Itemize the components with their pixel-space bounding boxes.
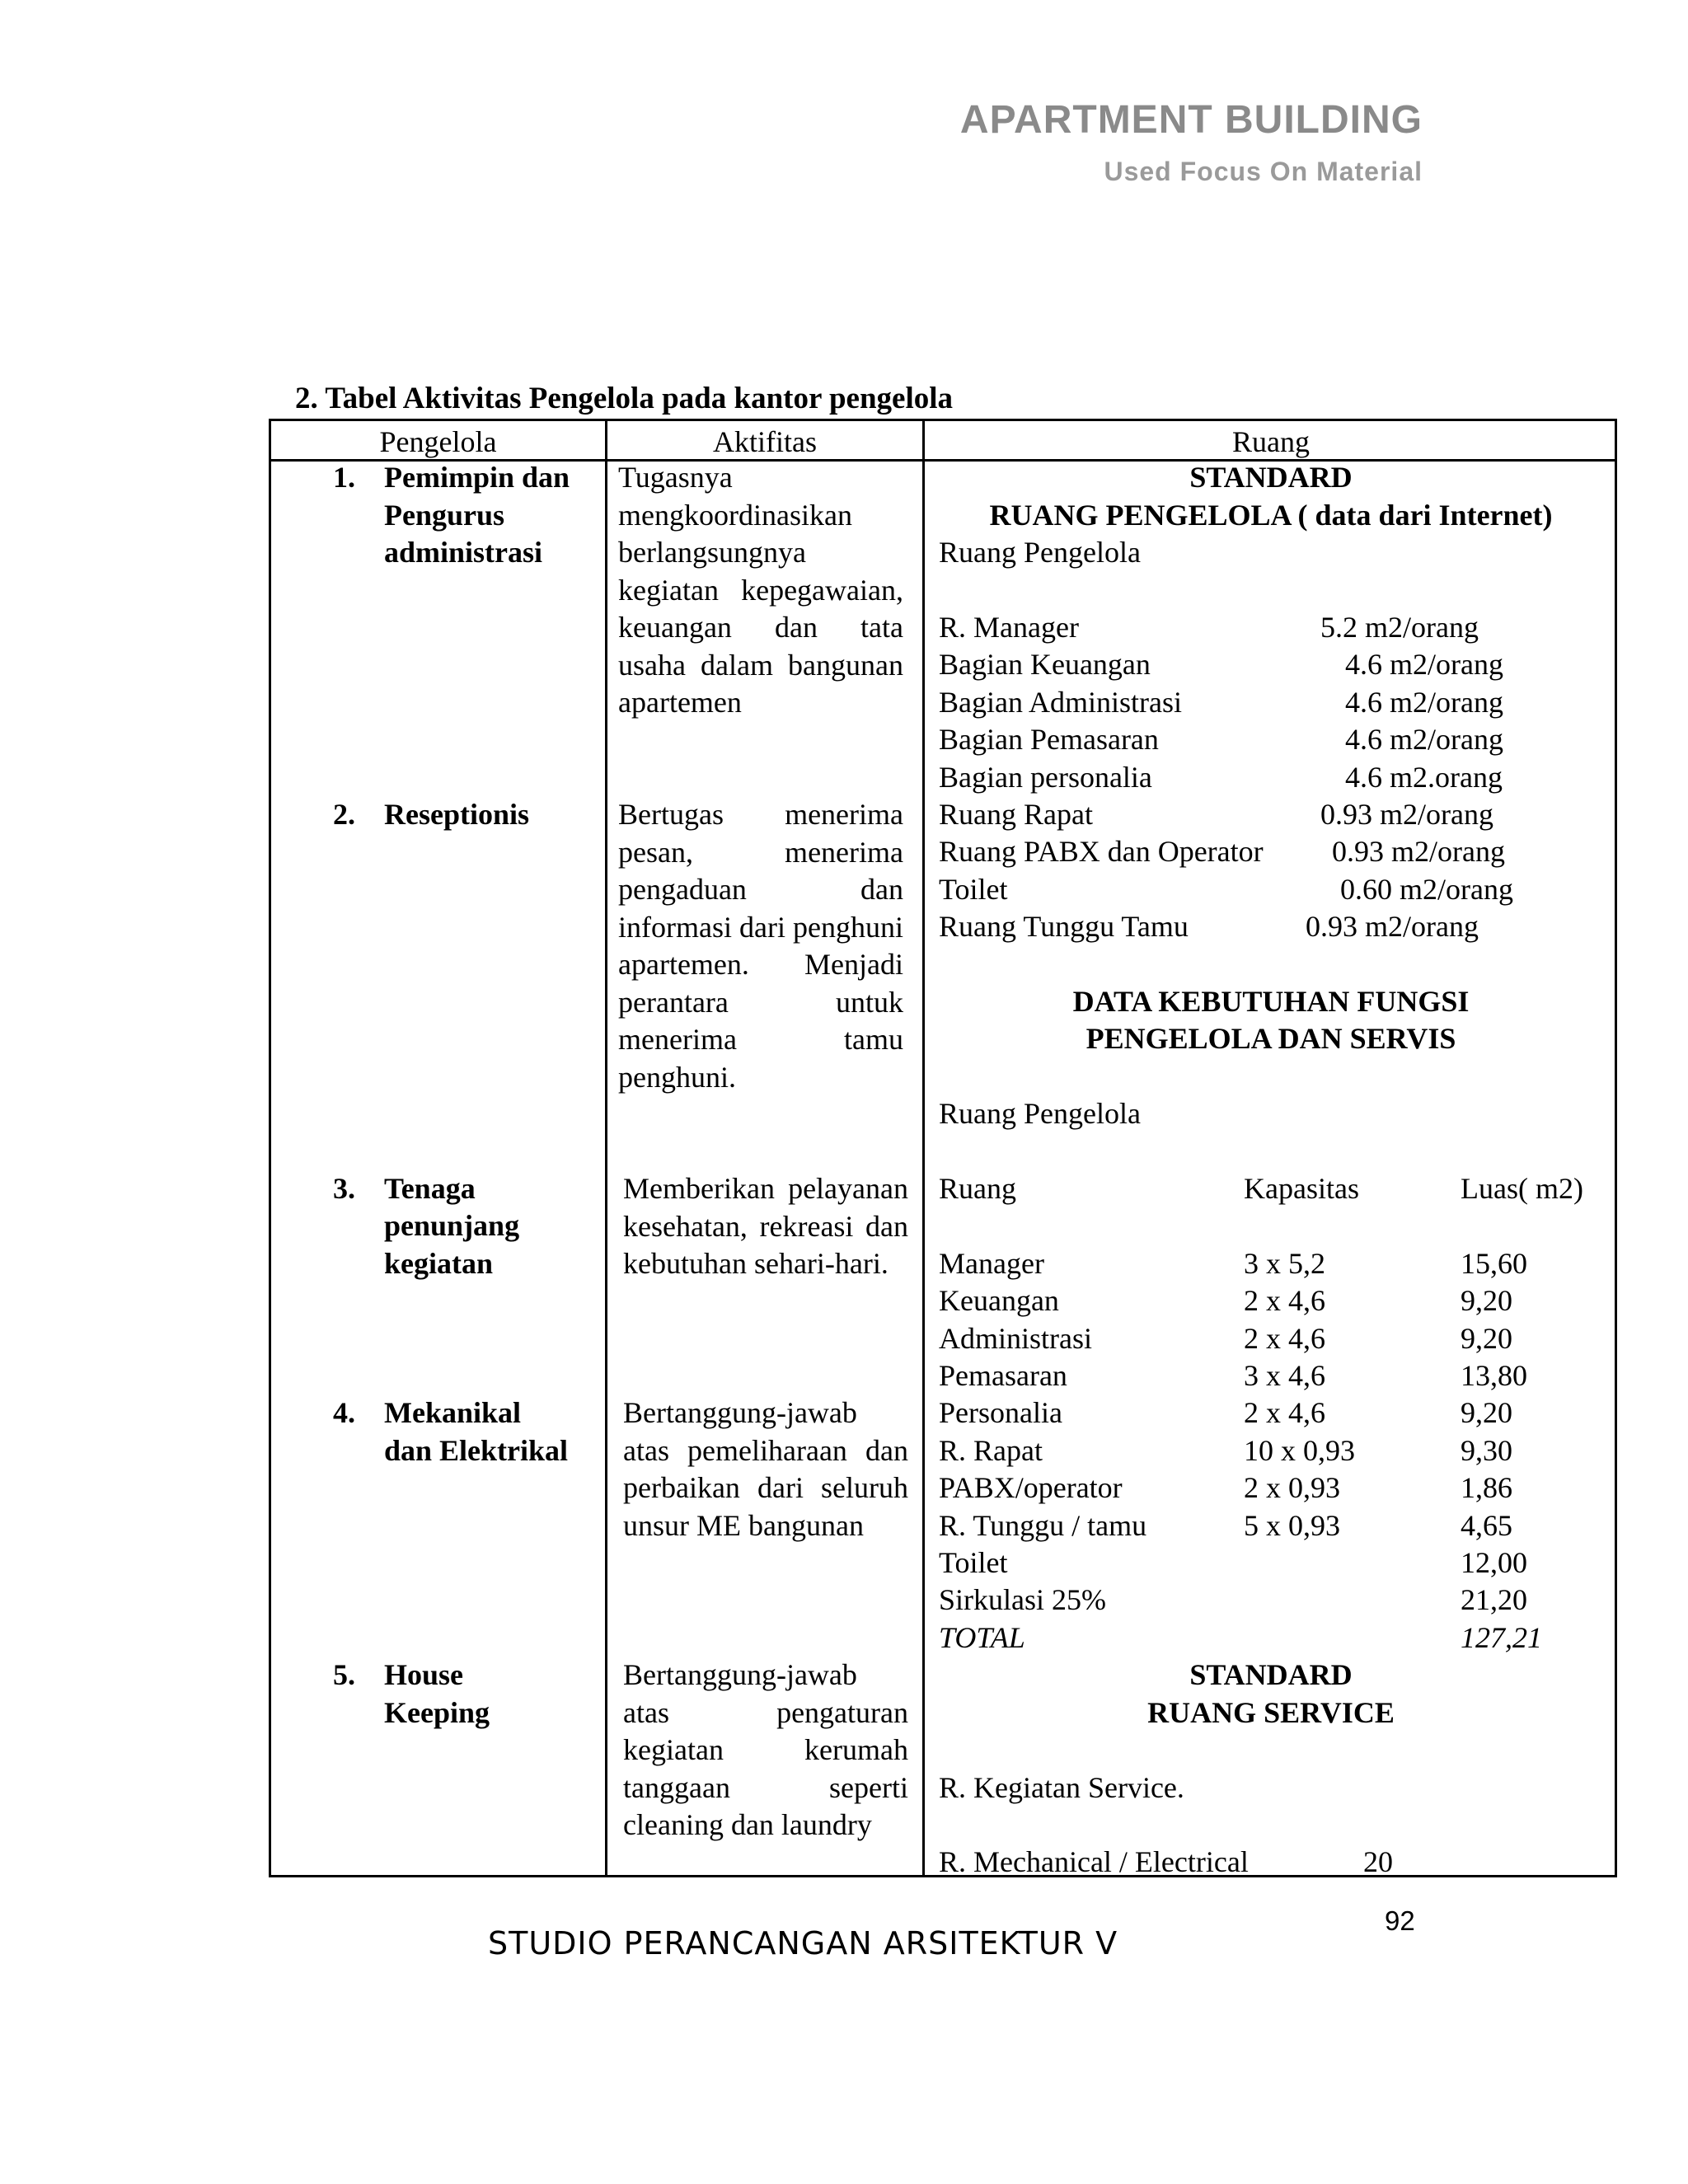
kebutuhan-luas: 9,20: [1461, 1284, 1512, 1317]
standard-value: 5.2 m2/orang: [1320, 611, 1479, 644]
standard-name: Ruang Rapat: [939, 798, 1093, 831]
total-label: TOTAL: [939, 1621, 1025, 1654]
standard-value: 0.60 m2/orang: [1340, 873, 1513, 906]
column-header-ruang: Ruang: [1232, 425, 1310, 458]
kebutuhan-ruang: R. Rapat: [939, 1434, 1043, 1467]
column-header-pengelola: Pengelola: [379, 425, 497, 458]
kebutuhan-kapasitas: 5 x 0,93: [1244, 1509, 1340, 1542]
standard-value: 0.93 m2/orang: [1306, 910, 1479, 943]
kebutuhan-ruang: Toilet: [939, 1546, 1008, 1579]
service-item-name: R. Mechanical / Electrical: [939, 1845, 1249, 1878]
column-header-aktifitas: Aktifitas: [713, 425, 817, 458]
kebutuhan-ruang: Keuangan: [939, 1284, 1059, 1317]
kebutuhan-ruang: Pemasaran: [939, 1359, 1067, 1392]
kebutuhan-ruang: Personalia: [939, 1396, 1062, 1429]
standard-value: 4.6 m2/orang: [1345, 723, 1503, 756]
column-divider: [605, 421, 607, 1875]
service-heading: STANDARD: [1189, 1658, 1353, 1691]
pengelola-name-line: Pengurus: [384, 499, 505, 532]
standard-heading: RUANG PENGELOLA ( data dari Internet): [989, 499, 1553, 532]
pengelola-name-line: kegiatan: [384, 1247, 494, 1280]
service-item-name: R. Kegiatan Service.: [939, 1771, 1184, 1804]
kebutuhan-column-header: Luas( m2): [1461, 1172, 1583, 1205]
aktifitas-text: Bertanggung-jawab atas pengaturan kegiatan kerumah tanggaan seperti cleaning dan laundry: [623, 1658, 908, 1841]
kebutuhan-luas: 4,65: [1461, 1509, 1512, 1542]
kebutuhan-luas: 21,20: [1461, 1583, 1527, 1616]
kebutuhan-luas: 9,30: [1461, 1434, 1512, 1467]
kebutuhan-ruang: R. Tunggu / tamu: [939, 1509, 1147, 1542]
kebutuhan-ruang: Sirkulasi 25%: [939, 1583, 1106, 1616]
kebutuhan-kapasitas: 3 x 5,2: [1244, 1247, 1325, 1280]
page-number: 92: [1385, 1905, 1415, 1936]
ruang-pengelola-label: Ruang Pengelola: [939, 536, 1141, 569]
pengelola-name-line: administrasi: [384, 536, 543, 569]
kebutuhan-heading: PENGELOLA DAN SERVIS: [1085, 1022, 1456, 1055]
total-value: 127,21: [1461, 1621, 1542, 1654]
aktifitas-text: Memberikan pelayanan kesehatan, rekreasi dan kebutuhan sehari-hari.: [623, 1172, 908, 1280]
kebutuhan-kapasitas: 2 x 0,93: [1244, 1471, 1340, 1504]
standard-name: Ruang Tunggu Tamu: [939, 910, 1189, 943]
standard-value: 4.6 m2/orang: [1345, 686, 1503, 719]
page-header-title: APARTMENT BUILDING: [959, 98, 1423, 142]
kebutuhan-ruang: Manager: [939, 1247, 1044, 1280]
kebutuhan-ruang: Administrasi: [939, 1322, 1092, 1355]
pengelola-name-line: Keeping: [384, 1696, 490, 1729]
kebutuhan-luas: 9,20: [1461, 1322, 1512, 1355]
pengelola-name-line: dan Elektrikal: [384, 1434, 569, 1467]
studio-footer: STUDIO PERANCANGAN ARSITEKTUR V: [488, 1925, 1118, 1961]
pengelola-number: 1.: [333, 461, 355, 494]
kebutuhan-column-header: Kapasitas: [1244, 1172, 1359, 1205]
standard-value: 4.6 m2.orang: [1345, 761, 1503, 794]
kebutuhan-luas: 9,20: [1461, 1396, 1512, 1429]
kebutuhan-ruang: PABX/operator: [939, 1471, 1123, 1504]
page-header-subtitle: Used Focus On Material: [1104, 157, 1423, 186]
kebutuhan-heading: DATA KEBUTUHAN FUNGSI: [1072, 985, 1470, 1018]
kebutuhan-kapasitas: 2 x 4,6: [1244, 1284, 1325, 1317]
standard-value: 0.93 m2/orang: [1332, 835, 1505, 868]
pengelola-name-line: Reseptionis: [384, 798, 530, 831]
pengelola-number: 5.: [333, 1658, 355, 1691]
aktifitas-text: Bertugas menerima pesan, menerima pengaduan dan informasi dari penghuni apartemen. Menjadi perantara untuk menerima tamu penghuni.: [618, 798, 903, 1094]
kebutuhan-kapasitas: 10 x 0,93: [1244, 1434, 1355, 1467]
service-heading: RUANG SERVICE: [1147, 1696, 1395, 1729]
standard-heading: STANDARD: [1189, 461, 1353, 494]
standard-name: Ruang PABX dan Operator: [939, 835, 1264, 868]
service-item-value: 20: [1363, 1845, 1393, 1878]
activity-table: [269, 419, 1617, 1877]
pengelola-number: 2.: [333, 798, 355, 831]
kebutuhan-kapasitas: 2 x 4,6: [1244, 1322, 1325, 1355]
standard-name: R. Manager: [939, 611, 1079, 644]
standard-name: Bagian Keuangan: [939, 648, 1151, 681]
kebutuhan-luas: 13,80: [1461, 1359, 1527, 1392]
pengelola-name-line: House: [384, 1658, 464, 1691]
ruang-pengelola-label: Ruang Pengelola: [939, 1097, 1141, 1130]
standard-name: Bagian Pemasaran: [939, 723, 1159, 756]
standard-name: Toilet: [939, 873, 1008, 906]
kebutuhan-luas: 12,00: [1461, 1546, 1527, 1579]
standard-value: 4.6 m2/orang: [1345, 648, 1503, 681]
aktifitas-text: Tugasnya mengkoordinasikan berlangsungnya kegiatan kepegawaian, keuangan dan tata usaha dalam bangunan apartemen: [618, 461, 903, 719]
kebutuhan-kapasitas: 3 x 4,6: [1244, 1359, 1325, 1392]
kebutuhan-kapasitas: 2 x 4,6: [1244, 1396, 1325, 1429]
aktifitas-text: Bertanggung-jawab atas pemeliharaan dan perbaikan dari seluruh unsur ME bangunan: [623, 1396, 908, 1542]
kebutuhan-luas: 1,86: [1461, 1471, 1512, 1504]
kebutuhan-column-header: Ruang: [939, 1172, 1016, 1205]
pengelola-number: 4.: [333, 1396, 355, 1429]
table-title: 2. Tabel Aktivitas Pengelola pada kantor pengelola: [295, 382, 954, 415]
pengelola-name-line: Tenaga: [384, 1172, 476, 1205]
standard-name: Bagian personalia: [939, 761, 1152, 794]
pengelola-name-line: Pemimpin dan: [384, 461, 570, 494]
standard-value: 0.93 m2/orang: [1320, 798, 1493, 831]
pengelola-name-line: Mekanikal: [384, 1396, 522, 1429]
pengelola-number: 3.: [333, 1172, 355, 1205]
standard-name: Bagian Administrasi: [939, 686, 1182, 719]
kebutuhan-luas: 15,60: [1461, 1247, 1527, 1280]
pengelola-name-line: penunjang: [384, 1209, 520, 1242]
